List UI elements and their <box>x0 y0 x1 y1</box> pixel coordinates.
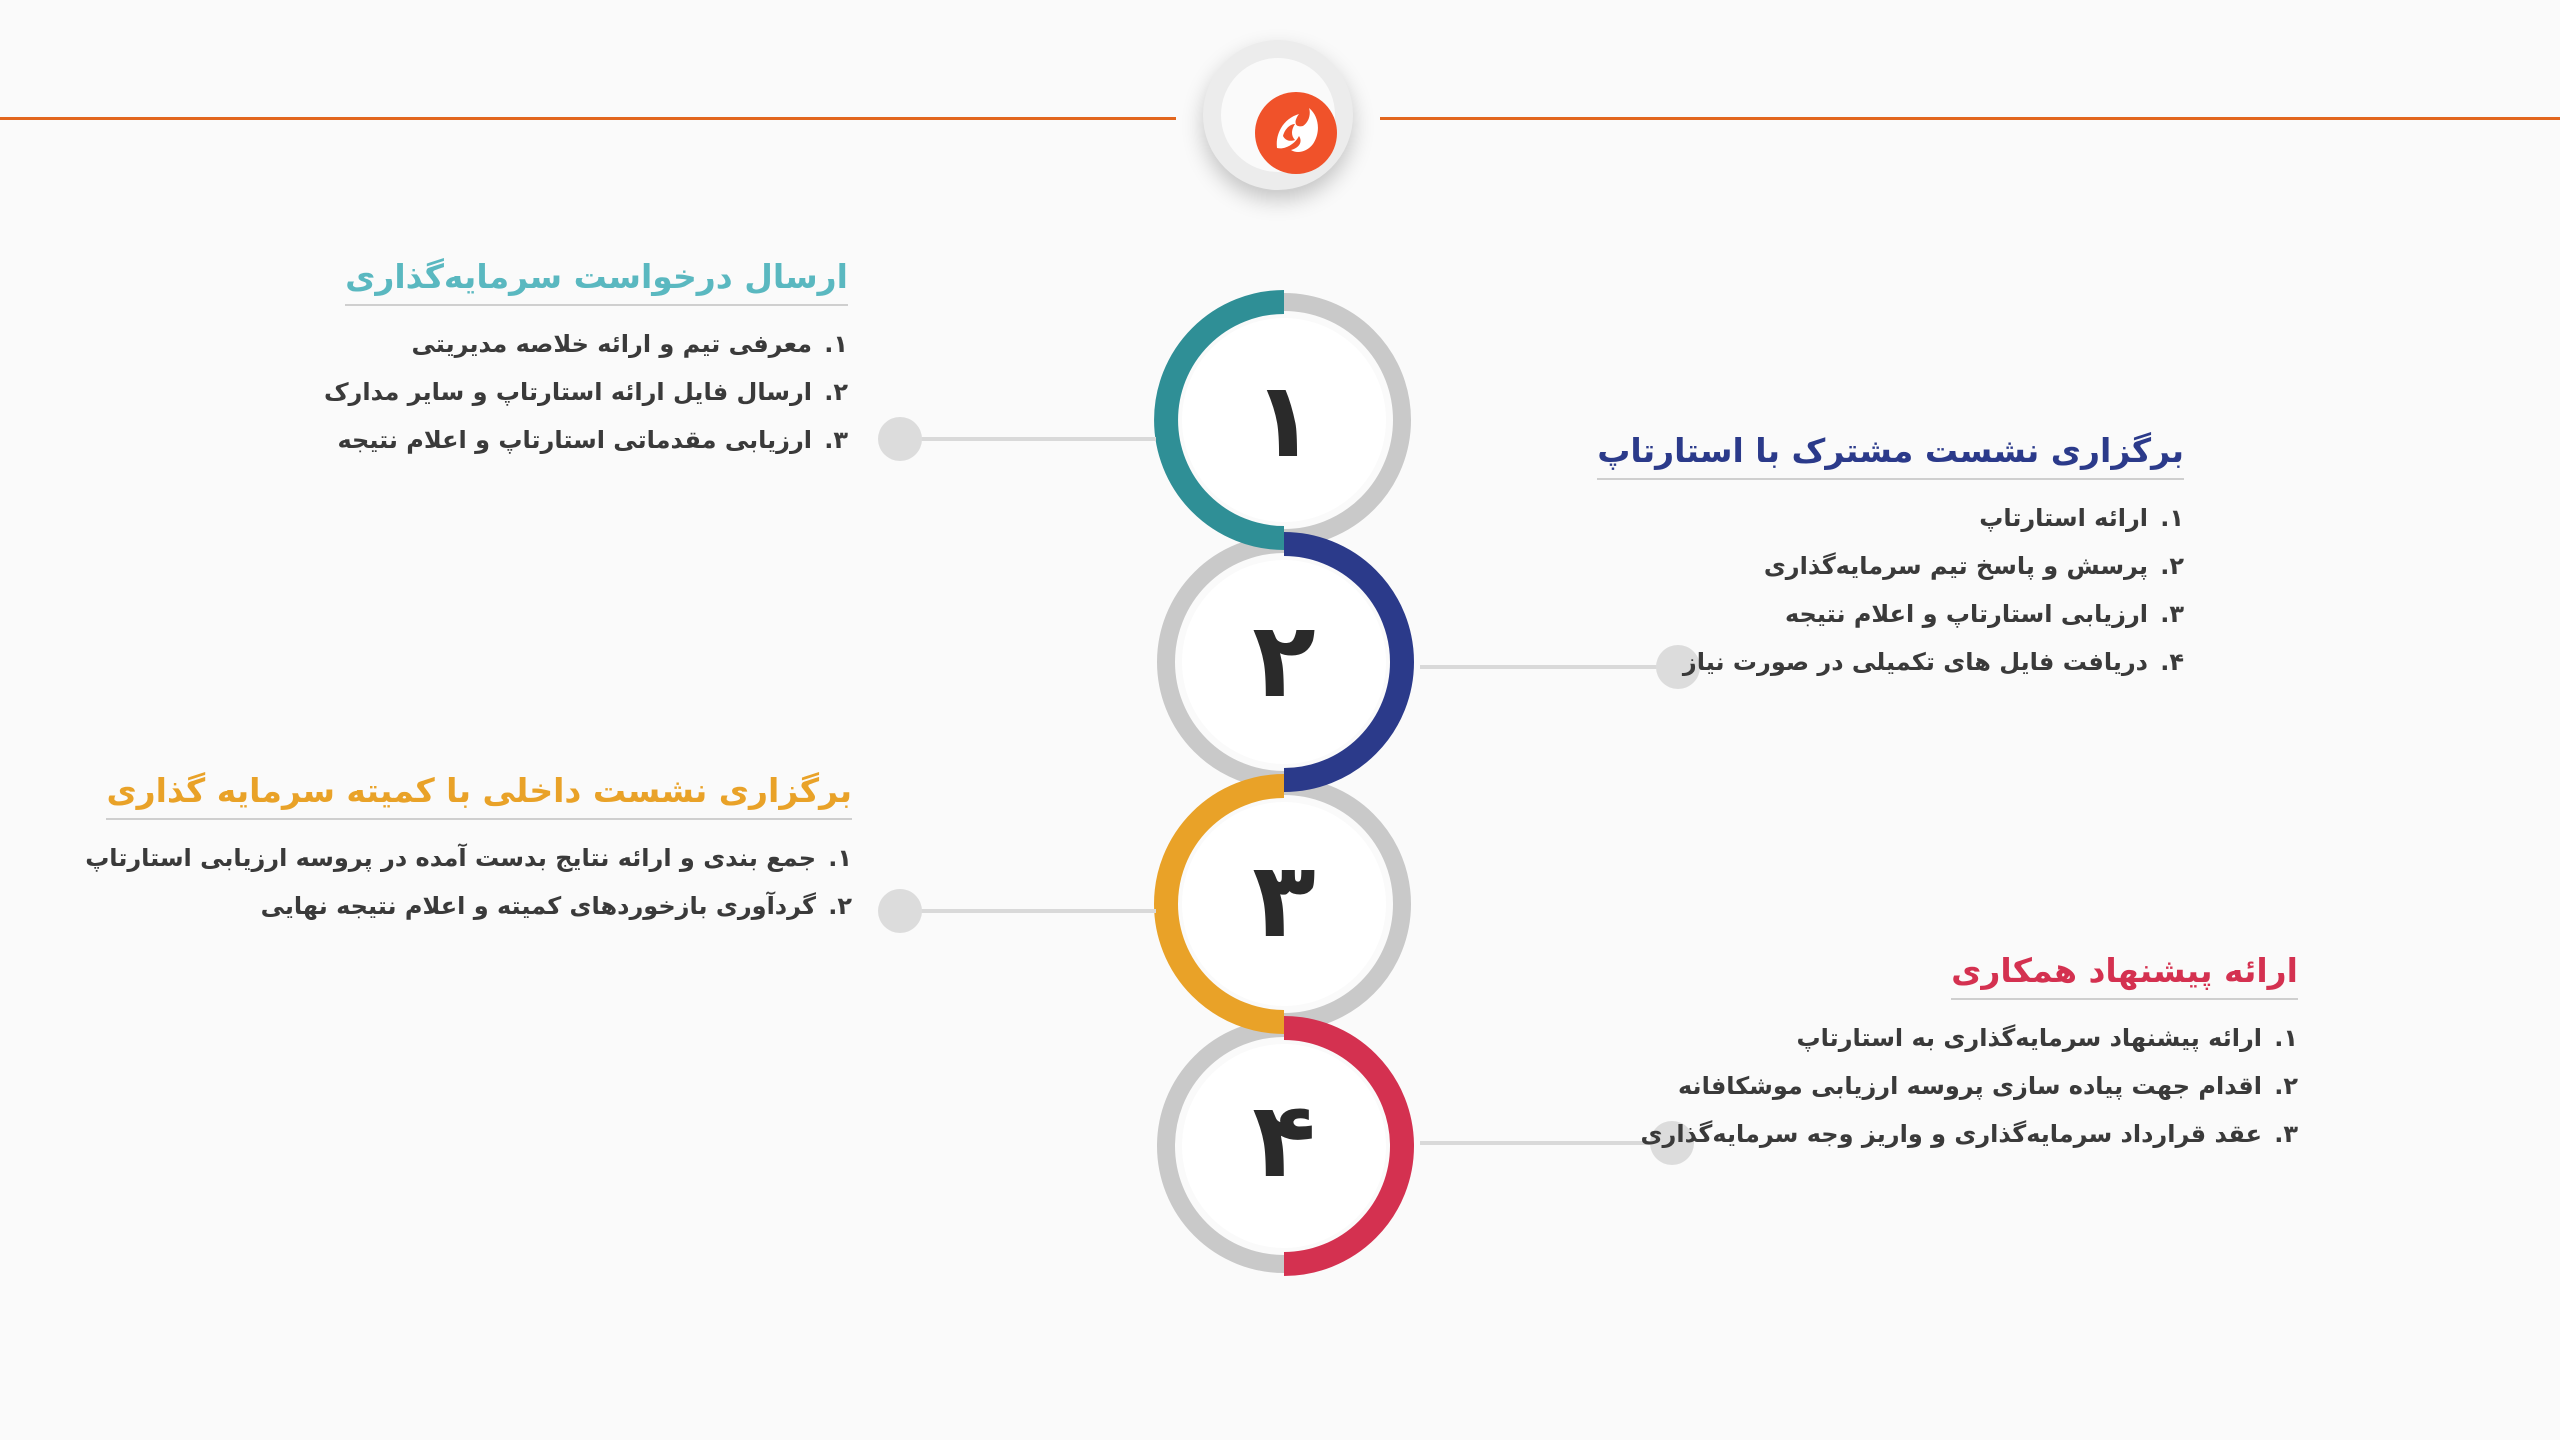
list-item: ۳.عقد قرارداد سرمایه‌گذاری و واریز وجه سرمایه‌گذاری <box>1640 1120 2298 1148</box>
step-3-title: برگزاری نشست داخلی با کمیته سرمایه گذاری <box>106 768 852 820</box>
step-4-list <box>1641 1014 2298 1158</box>
step-3-block <box>85 768 852 930</box>
list-item: ۳.ارزیابی مقدماتی استارتاپ و اعلام نتیجه <box>337 426 848 454</box>
step-4-title: ارائه پیشنهاد همکاری <box>1951 948 2298 1000</box>
connector-dot-1 <box>878 417 922 461</box>
step-4-block <box>1641 948 2298 1158</box>
step-2-block <box>1597 428 2184 686</box>
list-item: ۴.دریافت فایل های تکمیلی در صورت نیاز <box>1682 648 2184 676</box>
step-1-list <box>324 320 848 464</box>
list-item: ۳.ارزیابی استارتاپ و اعلام نتیجه <box>1785 600 2184 628</box>
step-3-list <box>85 834 852 930</box>
step-1-block <box>324 254 848 464</box>
list-item: ۱.ارائه استارتاپ <box>1979 504 2184 532</box>
list-item: ۲.پرسش و پاسخ تیم سرمایه‌گذاری <box>1763 552 2184 580</box>
step-number-1: ۱ <box>1252 359 1316 481</box>
list-item: ۱.ارائه پیشنهاد سرمایه‌گذاری به استارتاپ <box>1796 1024 2298 1052</box>
list-item: ۲.اقدام جهت پیاده سازی پروسه ارزیابی موشکافانه <box>1678 1072 2298 1100</box>
step-1-title: ارسال درخواست سرمایه‌گذاری <box>345 254 848 306</box>
step-number-2: ۲ <box>1252 599 1316 721</box>
list-item: ۱.جمع بندی و ارائه نتایج بدست آمده در پروسه ارزیابی استارتاپ <box>85 844 852 872</box>
connector-dot-3 <box>878 889 922 933</box>
connector-line-1 <box>900 437 1156 441</box>
connector-line-3 <box>900 909 1156 913</box>
step-2-title: برگزاری نشست مشترک با استارتاپ <box>1597 428 2184 480</box>
step-number-4: ۴ <box>1252 1079 1316 1201</box>
list-item: ۲.ارسال فایل ارائه استارتاپ و سایر مدارک <box>323 378 848 406</box>
step-number-3: ۳ <box>1252 839 1316 961</box>
list-item: ۲.گردآوری بازخوردهای کمیته و اعلام نتیجه نهایی <box>260 892 852 920</box>
connector-line-4 <box>1420 1141 1674 1145</box>
list-item: ۱.معرفی تیم و ارائه خلاصه مدیریتی <box>411 330 848 358</box>
step-2-list <box>1597 494 2184 686</box>
